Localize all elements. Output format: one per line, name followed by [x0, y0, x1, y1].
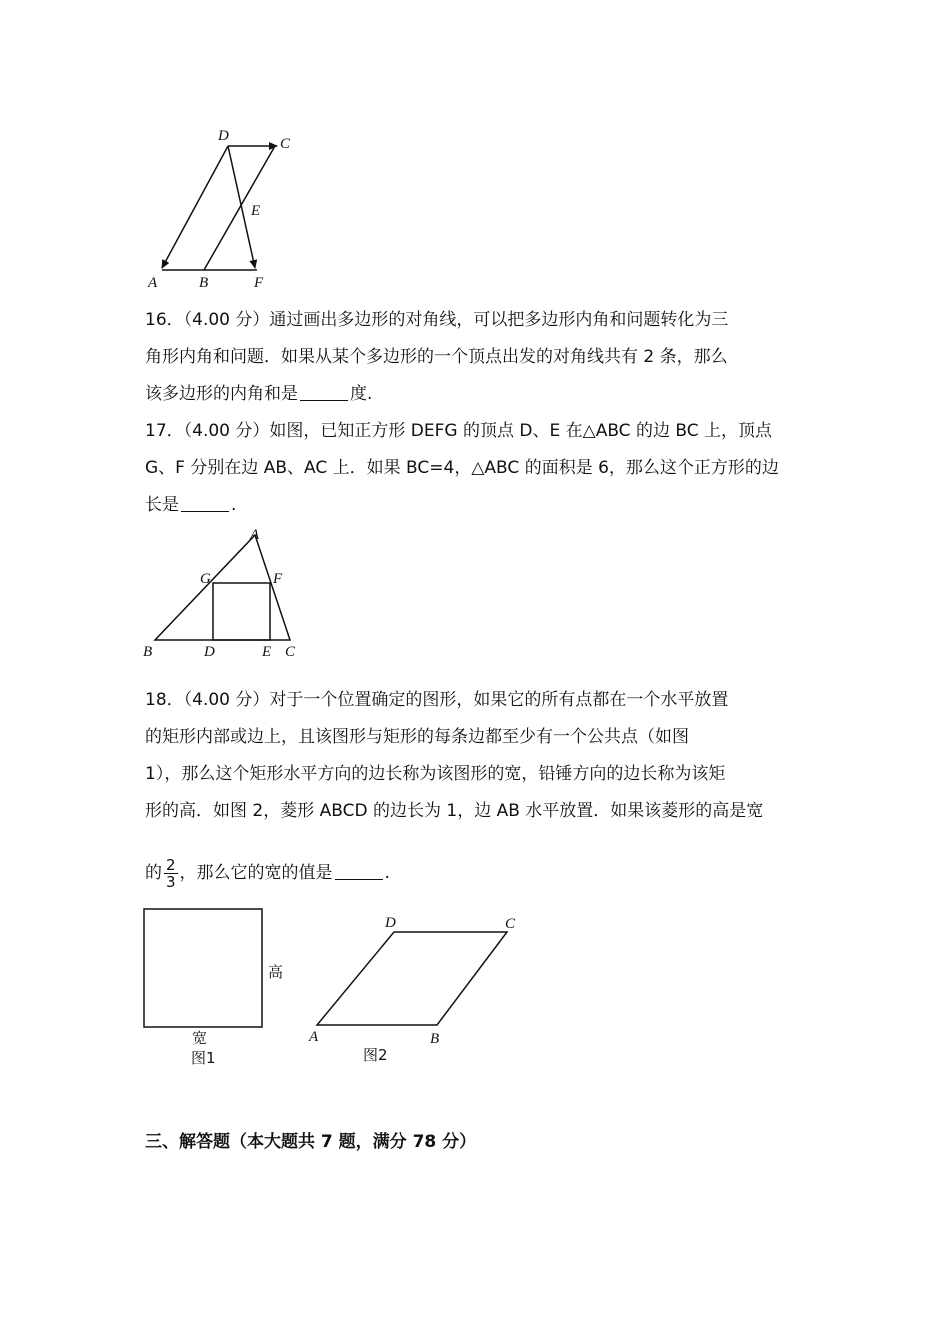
label-e: E	[262, 644, 272, 660]
label-a: A	[148, 275, 158, 291]
label-b: B	[430, 1031, 440, 1047]
q17-line-2: G、F 分别在边 AB、AC 上．如果 BC=4，△ABC 的面积是 6，那么这个正方形的边	[145, 458, 779, 478]
q18-line-3: 1），那么这个矩形水平方向的边长称为该图形的宽，铅锤方向的边长称为该矩	[145, 764, 726, 784]
label-e: E	[251, 203, 261, 219]
q18-line-1: 18．（4.00 分）对于一个位置确定的图形，如果它的所有点都在一个水平放置	[145, 690, 729, 710]
q17-line-1: 17．（4.00 分）如图，已知正方形 DEFG 的顶点 D、E 在△ABC 的边 BC 上，顶点	[145, 421, 772, 441]
q16-line-3-end: 度.	[350, 384, 373, 404]
figure-q18-2-svg	[305, 908, 525, 1068]
segment-da	[162, 146, 228, 268]
q18-line-5-end: .	[384, 863, 390, 883]
label-b: B	[143, 644, 153, 660]
fraction-denominator: 3	[166, 872, 176, 891]
label-c: C	[285, 644, 296, 660]
figure-1-caption: 图1	[191, 1049, 216, 1067]
label-a: A	[250, 527, 260, 543]
figure-q15	[140, 125, 310, 295]
q16-line-2: 角形内角和问题．如果从某个多边形的一个顶点出发的对角线共有 2 条，那么	[145, 347, 728, 367]
figure-2-caption: 图2	[363, 1046, 388, 1064]
rhombus-abcd	[317, 932, 507, 1025]
q18-answer-blank[interactable]	[335, 863, 383, 880]
square-defg	[213, 583, 270, 640]
q17-line-3-end: .	[231, 495, 237, 515]
label-b: B	[199, 275, 209, 291]
figure-q17-svg	[140, 525, 310, 665]
q18-line-5-text: 的	[145, 863, 162, 883]
figure-q17	[140, 525, 310, 665]
label-g: G	[200, 571, 211, 587]
q18-line-5	[145, 853, 390, 893]
label-a: A	[309, 1029, 319, 1045]
label-d: D	[218, 128, 229, 144]
fraction-two-thirds	[164, 857, 178, 890]
q17-answer-blank[interactable]	[181, 495, 229, 512]
label-c: C	[505, 916, 516, 932]
segment-bc	[204, 146, 275, 270]
label-c: C	[280, 136, 291, 152]
q18-line-4: 形的高．如图 2，菱形 ABCD 的边长为 1，边 AB 水平放置．如果该菱形的高是宽	[145, 801, 764, 821]
figure-q18-2	[305, 908, 525, 1068]
q16-line-3	[145, 383, 372, 405]
q18-line-5-middle: ，那么它的宽的值是	[179, 863, 333, 883]
label-d: D	[385, 915, 396, 931]
label-f: F	[273, 571, 283, 587]
q16-line-3-text: 该多边形的内角和是	[145, 384, 298, 404]
q17-line-3-text: 长是	[145, 495, 179, 515]
q17-line-3	[145, 494, 236, 516]
bounding-rectangle	[144, 909, 262, 1027]
q16-answer-blank[interactable]	[300, 384, 348, 401]
label-d: D	[204, 644, 215, 660]
fraction-numerator: 2	[166, 855, 176, 874]
figure-q18-1-svg	[140, 905, 300, 1075]
section-3-heading: 三、解答题（本大题共 7 题，满分 78 分）	[145, 1132, 477, 1152]
label-f: F	[254, 275, 264, 291]
figure-q15-svg	[140, 125, 310, 295]
q16-line-1: 16．（4.00 分）通过画出多边形的对角线，可以把多边形内角和问题转化为三	[145, 310, 729, 330]
q18-line-2: 的矩形内部或边上，且该图形与矩形的每条边都至少有一个公共点（如图	[145, 727, 689, 747]
height-label: 高	[268, 963, 284, 981]
figure-q18-1	[140, 905, 300, 1075]
width-label: 宽	[192, 1029, 208, 1047]
